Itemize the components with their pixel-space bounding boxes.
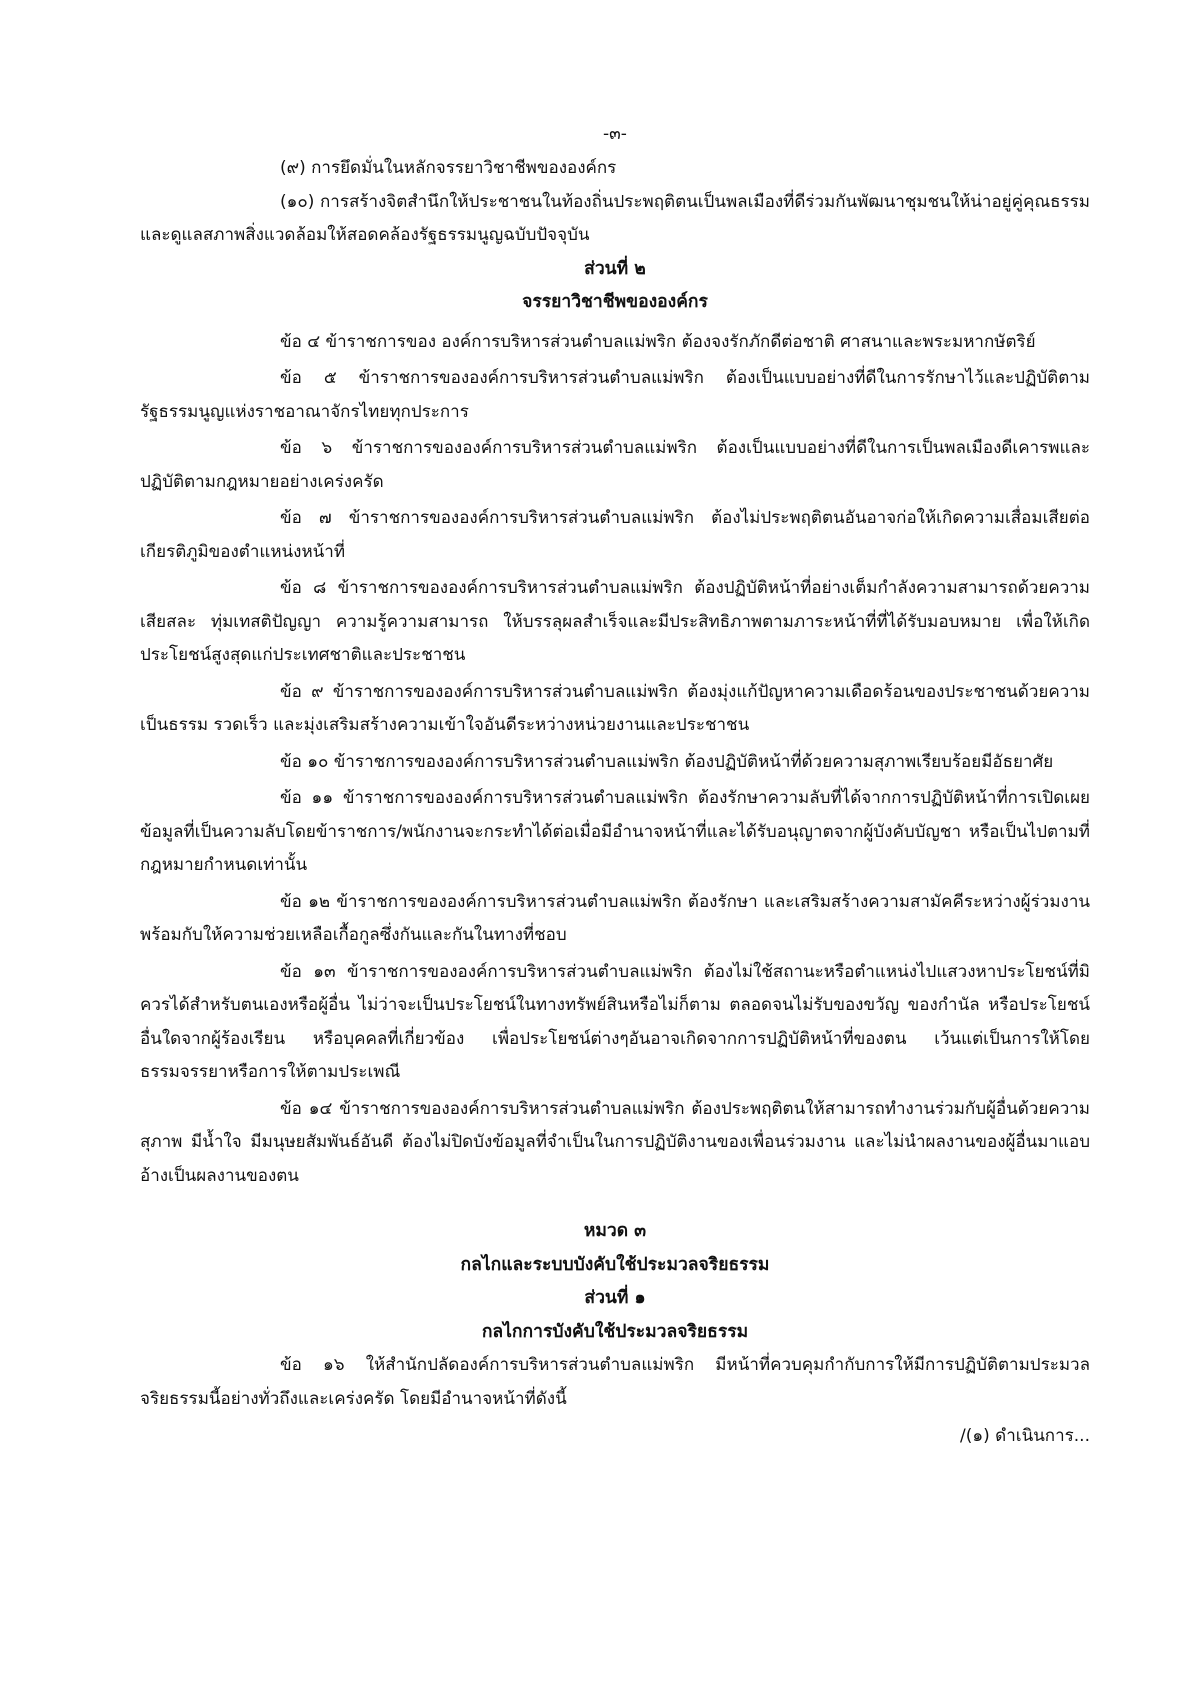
- chapter-3-section-1-heading: ส่วนที่ ๑: [584, 1288, 646, 1308]
- clause-9: ข้อ ๙ ข้าราชการขององค์การบริหารส่วนตำบลแม่พริก ต้องมุ่งแก้ปัญหาความเดือดร้อนของประชาชนด้วยความเป็นธรรม รวดเร็ว และมุ่งเสริมสร้างความเข้าใจอันดีระหว่างหน่วยงานและประชาชน: [140, 681, 1090, 735]
- clause-11: ข้อ ๑๑ ข้าราชการขององค์การบริหารส่วนตำบลแม่พริก ต้องรักษาความลับที่ได้จากการปฏิบัติหน้าที่การเปิดเผยข้อมูลที่เป็นความลับโดยข้าราชการ/พนักงานจะกระทำได้ต่อเมื่อมีอำนาจหน้าที่และได้รับอนุญาตจากผู้บังคับบัญชา หรือเป็นไปตามที่กฎหมายกำหนดเท่านั้น: [140, 788, 1090, 875]
- clause-4: ข้อ ๔ ข้าราชการของ องค์การบริหารส่วนตำบลแม่พริก ต้องจงรักภักดีต่อชาติ ศาสนาและพระมหากษัตริย์: [280, 331, 1036, 352]
- clause-10: ข้อ ๑๐ ข้าราชการขององค์การบริหารส่วนตำบลแม่พริก ต้องปฏิบัติหน้าที่ด้วยความสุภาพเรียบร้อยมีอัธยาศัย: [280, 751, 1054, 772]
- clause-12: ข้อ ๑๒ ข้าราชการขององค์การบริหารส่วนตำบลแม่พริก ต้องรักษา และเสริมสร้างความสามัคคีระหว่างผู้ร่วมงาน พร้อมกับให้ความช่วยเหลือเกื้อกูลซึ่งกันและกันในทางที่ชอบ: [140, 891, 1090, 945]
- clause-7: ข้อ ๗ ข้าราชการขององค์การบริหารส่วนตำบลแม่พริก ต้องไม่ประพฤติตนอันอาจก่อให้เกิดความเสื่อมเสียต่อเกียรติภูมิของตำแหน่งหน้าที่: [140, 508, 1090, 562]
- clause-16: ข้อ ๑๖ ให้สำนักปลัดองค์การบริหารส่วนตำบลแม่พริก มีหน้าที่ควบคุมกำกับการให้มีการปฏิบัติตามประมวลจริยธรรมนี้อย่างทั่วถึงและเคร่งครัด โดยมีอำนาจหน้าที่ดังนี้: [140, 1355, 1090, 1409]
- document-body: [140, 118, 1090, 1454]
- clause-14: ข้อ ๑๔ ข้าราชการขององค์การบริหารส่วนตำบลแม่พริก ต้องประพฤติตนให้สามารถทำงานร่วมกับผู้อื่นด้วยความสุภาพ มีน้ำใจ มีมนุษยสัมพันธ์อันดี ต้องไม่ปิดบังข้อมูลที่จำเป็นในการปฏิบัติงานของเพื่อนร่วมงาน และไม่นำผลงานของผู้อื่นมาแอบอ้างเป็นผลงานของตน: [140, 1098, 1090, 1186]
- page-number: -๓-: [603, 124, 627, 144]
- section-2-heading: ส่วนที่ ๒: [584, 258, 646, 279]
- clause-5: ข้อ ๕ ข้าราชการขององค์การบริหารส่วนตำบลแม่พริก ต้องเป็นแบบอย่างที่ดีในการรักษาไว้และปฏิบัติตามรัฐธรรมนูญแห่งราชอาณาจักรไทยทุกประการ: [140, 368, 1090, 422]
- clause-13: ข้อ ๑๓ ข้าราชการขององค์การบริหารส่วนตำบลแม่พริก ต้องไม่ใช้สถานะหรือตำแหน่งไปแสวงหาประโยชน์ที่มิควรได้สำหรับตนเองหรือผู้อื่น ไม่ว่าจะเป็นประโยชน์ในทางทรัพย์สินหรือไม่ก็ตาม ตลอดจนไม่รับของขวัญ ของกำนัล หรือประโยชน์อื่นใดจากผู้ร้องเรียน หรือบุคคลที่เกี่ยวข้อง เพื่อประโยชน์ต่างๆอันอาจเกิดจากการปฏิบัติหน้าที่ของตน เว้นแต่เป็นการให้โดยธรรมจรรยาหรือการให้ตามประเพณี: [140, 961, 1090, 1082]
- item-9: (๙) การยึดมั่นในหลักจรรยาวิชาชีพขององค์กร: [280, 158, 617, 178]
- chapter-3-title: กลไกและระบบบังคับใช้ประมวลจริยธรรม: [460, 1254, 770, 1275]
- clause-6: ข้อ ๖ ข้าราชการขององค์การบริหารส่วนตำบลแม่พริก ต้องเป็นแบบอย่างที่ดีในการเป็นพลเมืองดีเคารพและปฏิบัติตามกฎหมายอย่างเคร่งครัด: [140, 438, 1090, 492]
- continuation-reference: /(๑) ดำเนินการ...: [959, 1426, 1090, 1446]
- item-10: (๑๐) การสร้างจิตสำนึกให้ประชาชนในท้องถิ่นประพฤติตนเป็นพลเมืองที่ดีร่วมกันพัฒนาชุมชนให้น่าอยู่คู่คุณธรรมและดูแลสภาพสิ่งแวดล้อมให้สอดคล้องรัฐธรรมนูญฉบับปัจจุบัน: [140, 191, 1090, 245]
- clause-8: ข้อ ๘ ข้าราชการขององค์การบริหารส่วนตำบลแม่พริก ต้องปฏิบัติหน้าที่อย่างเต็มกำลังความสามารถด้วยความเสียสละ ทุ่มเทสติปัญญา ความรู้ความสามารถ ให้บรรลุผลสำเร็จและมีประสิทธิภาพตามภาระหน้าที่ที่ได้รับมอบหมาย เพื่อให้เกิดประโยชน์สูงสุดแก่ประเทศชาติและประชาชน: [140, 578, 1090, 665]
- section-2-title: จรรยาวิชาชีพขององค์กร: [522, 292, 708, 312]
- chapter-3-section-1-title: กลไกการบังคับใช้ประมวลจริยธรรม: [481, 1321, 749, 1342]
- chapter-3-heading: หมวด ๓: [583, 1221, 647, 1241]
